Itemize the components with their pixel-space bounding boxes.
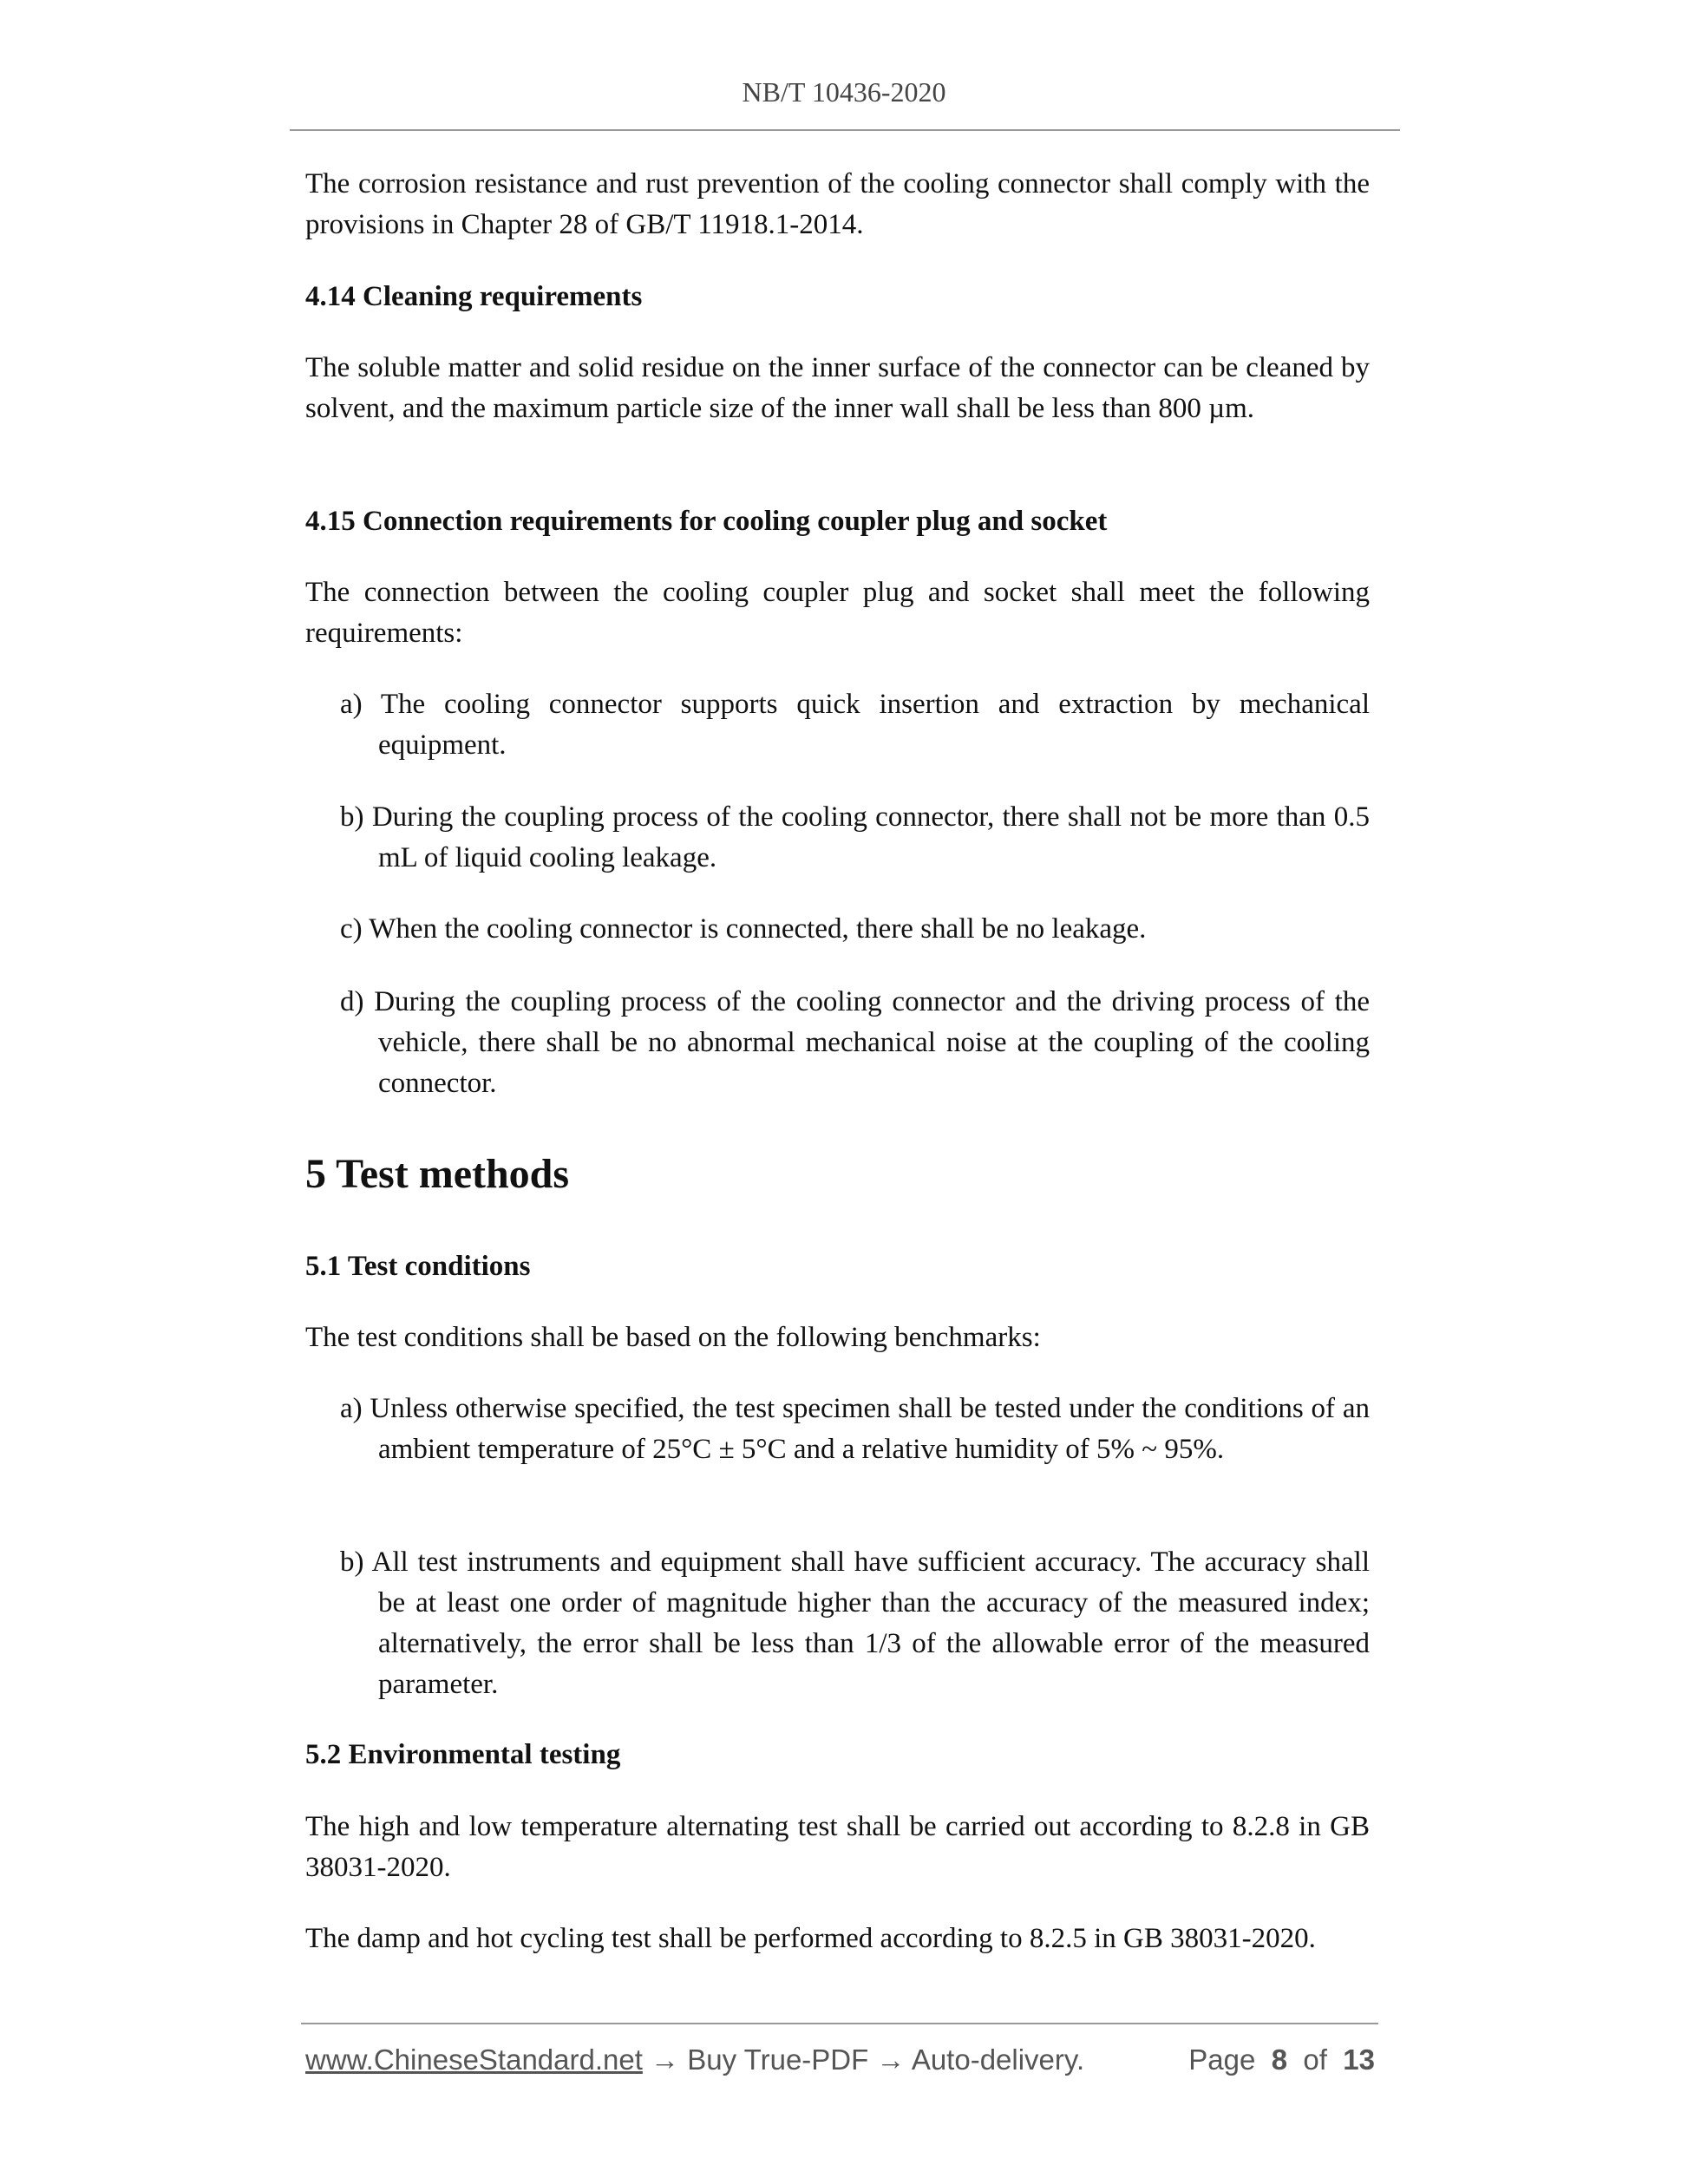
paragraph: The connection between the cooling coupler plug and socket shall meet the following requirements: <box>305 577 1370 649</box>
list-item: c) When the cooling connector is connected, there shall be no leakage. <box>340 913 1147 945</box>
of-label: of <box>1303 2043 1327 2076</box>
page-footer <box>305 2043 1375 2076</box>
paragraph: The high and low temperature alternating test shall be carried out according to 8.2.8 in GB 38031-2020. <box>305 1811 1370 1883</box>
page-number <box>1188 2043 1375 2076</box>
paragraph: The test conditions shall be based on the following benchmarks: <box>305 1322 1041 1353</box>
paragraph: The damp and hot cycling test shall be performed according to 8.2.5 in GB 38031-2020. <box>305 1923 1316 1954</box>
list-item: a) Unless otherwise specified, the test specimen shall be tested under the conditions of an ambient temperature of 25°C ± 5°C and a relative humidity of 5% ~ 95%. <box>340 1393 1370 1465</box>
paragraph: The soluble matter and solid residue on the inner surface of the connector can be cleaned by solvent, and the maximum particle size of the inner wall shall be less than 800 µm. <box>305 352 1370 424</box>
current-page: 8 <box>1271 2043 1288 2076</box>
list-item: b) All test instruments and equipment shall have sufficient accuracy. The accuracy shall be at least one order of magnitude higher than the accuracy of the measured index; alternatively, the error shall be less than 1/3 of the allowable error of the measured parameter. <box>340 1546 1370 1700</box>
section-heading-4-14: 4.14 Cleaning requirements <box>305 281 643 312</box>
website-link[interactable]: www.ChineseStandard.net <box>305 2043 643 2076</box>
list-item: a) The cooling connector supports quick insertion and extraction by mechanical equipment. <box>340 689 1370 761</box>
list-item: d) During the coupling process of the cooling connector and the driving process of the vehicle, there shall be no abnormal mechanical noise at the coupling of the cooling connector. <box>340 986 1370 1099</box>
footer-rule <box>301 2023 1378 2024</box>
list-item: b) During the coupling process of the cooling connector, there shall not be more than 0.5 mL of liquid cooling leakage. <box>340 801 1370 873</box>
chapter-heading-5: 5 Test methods <box>305 1151 570 1197</box>
footer-promo <box>305 2043 1084 2076</box>
paragraph: The corrosion resistance and rust prevention of the cooling connector shall comply with the provisions in Chapter 28 of GB/T 11918.1-2014. <box>305 168 1370 240</box>
page-label: Page <box>1188 2043 1256 2076</box>
page-header: NB/T 10436-2020 <box>742 76 946 108</box>
section-heading-5-1: 5.1 Test conditions <box>305 1251 531 1282</box>
footer-promo-text: → Buy True-PDF → Auto-delivery. <box>642 2043 1085 2076</box>
section-heading-5-2: 5.2 Environmental testing <box>305 1739 621 1770</box>
header-rule <box>290 129 1400 131</box>
total-pages: 13 <box>1343 2043 1375 2076</box>
section-heading-4-15: 4.15 Connection requirements for cooling coupler plug and socket <box>305 506 1108 537</box>
